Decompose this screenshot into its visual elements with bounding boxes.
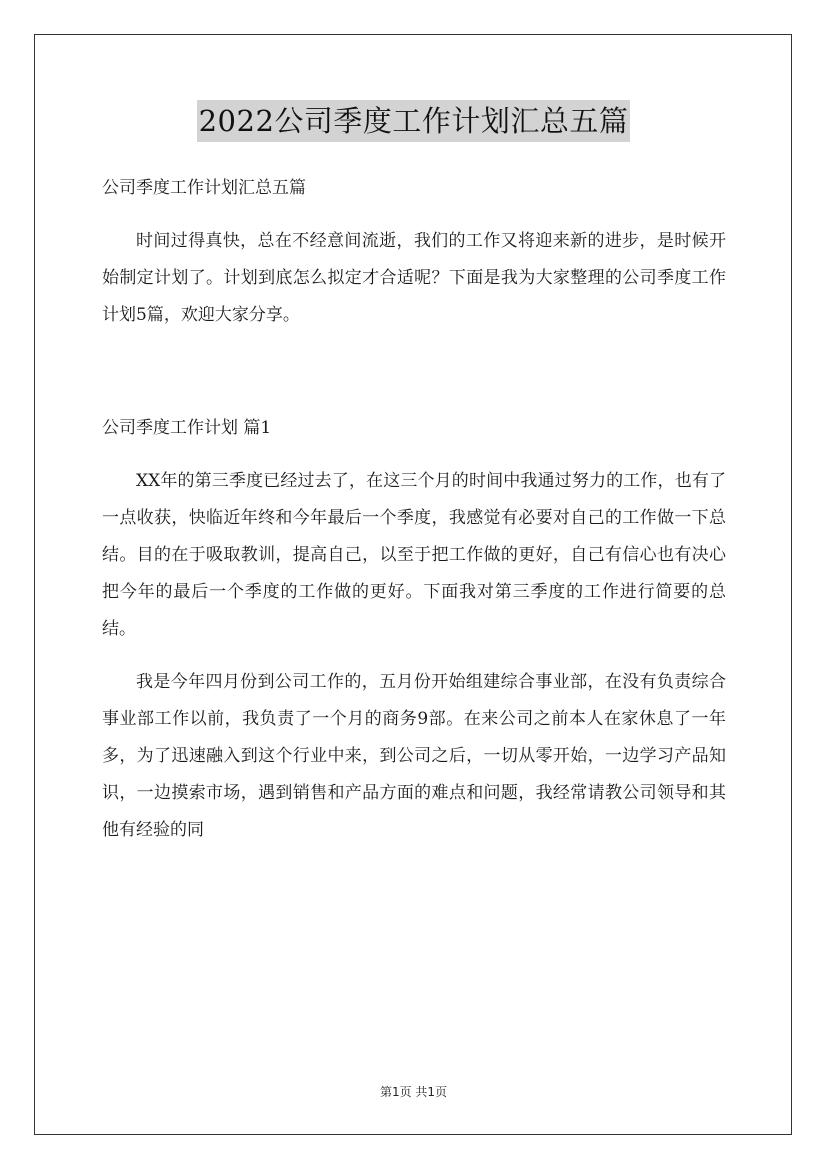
section-heading: 公司季度工作计划 篇1 [102,418,272,438]
page-footer [0,1083,827,1100]
body-paragraph-1: XX年的第三季度已经过去了，在这三个月的时间中我通过努力的工作，也有了一点收获，快临近年终和今年最后一个季度，我感觉有必要对自己的工作做一下总结。目的在于吸取教训，提高自己，以至于把工作做的更好，自己有信心也有决心把今年的最后一个季度的工作做的更好。下面我对第三季度的工作进行简要的总结。 [102,471,726,639]
document-subtitle: 公司季度工作计划汇总五篇 [102,178,306,198]
page-number: 第1页 共1页 [379,1085,448,1099]
intro-paragraph: 时间过得真快，总在不经意间流逝，我们的工作又将迎来新的进步，是时候开始制定计划了。计划到底怎么拟定才合适呢？下面是我为大家整理的公司季度工作计划5篇，欢迎大家分享。 [102,231,726,325]
body-paragraph-2: 我是今年四月份到公司工作的，五月份开始组建综合事业部，在没有负责综合事业部工作以前，我负责了一个月的商务9部。在来公司之前本人在家休息了一年多，为了迅速融入到这个行业中来，到公司之后，一切从零开始，一边学习产品知识，一边摸索市场，遇到销售和产品方面的难点和问题，我经常请教公司领导和其他有经验的同 [102,672,726,840]
title-container [0,100,827,142]
document-title: 2022公司季度工作计划汇总五篇 [197,100,631,142]
document-body [102,170,726,865]
